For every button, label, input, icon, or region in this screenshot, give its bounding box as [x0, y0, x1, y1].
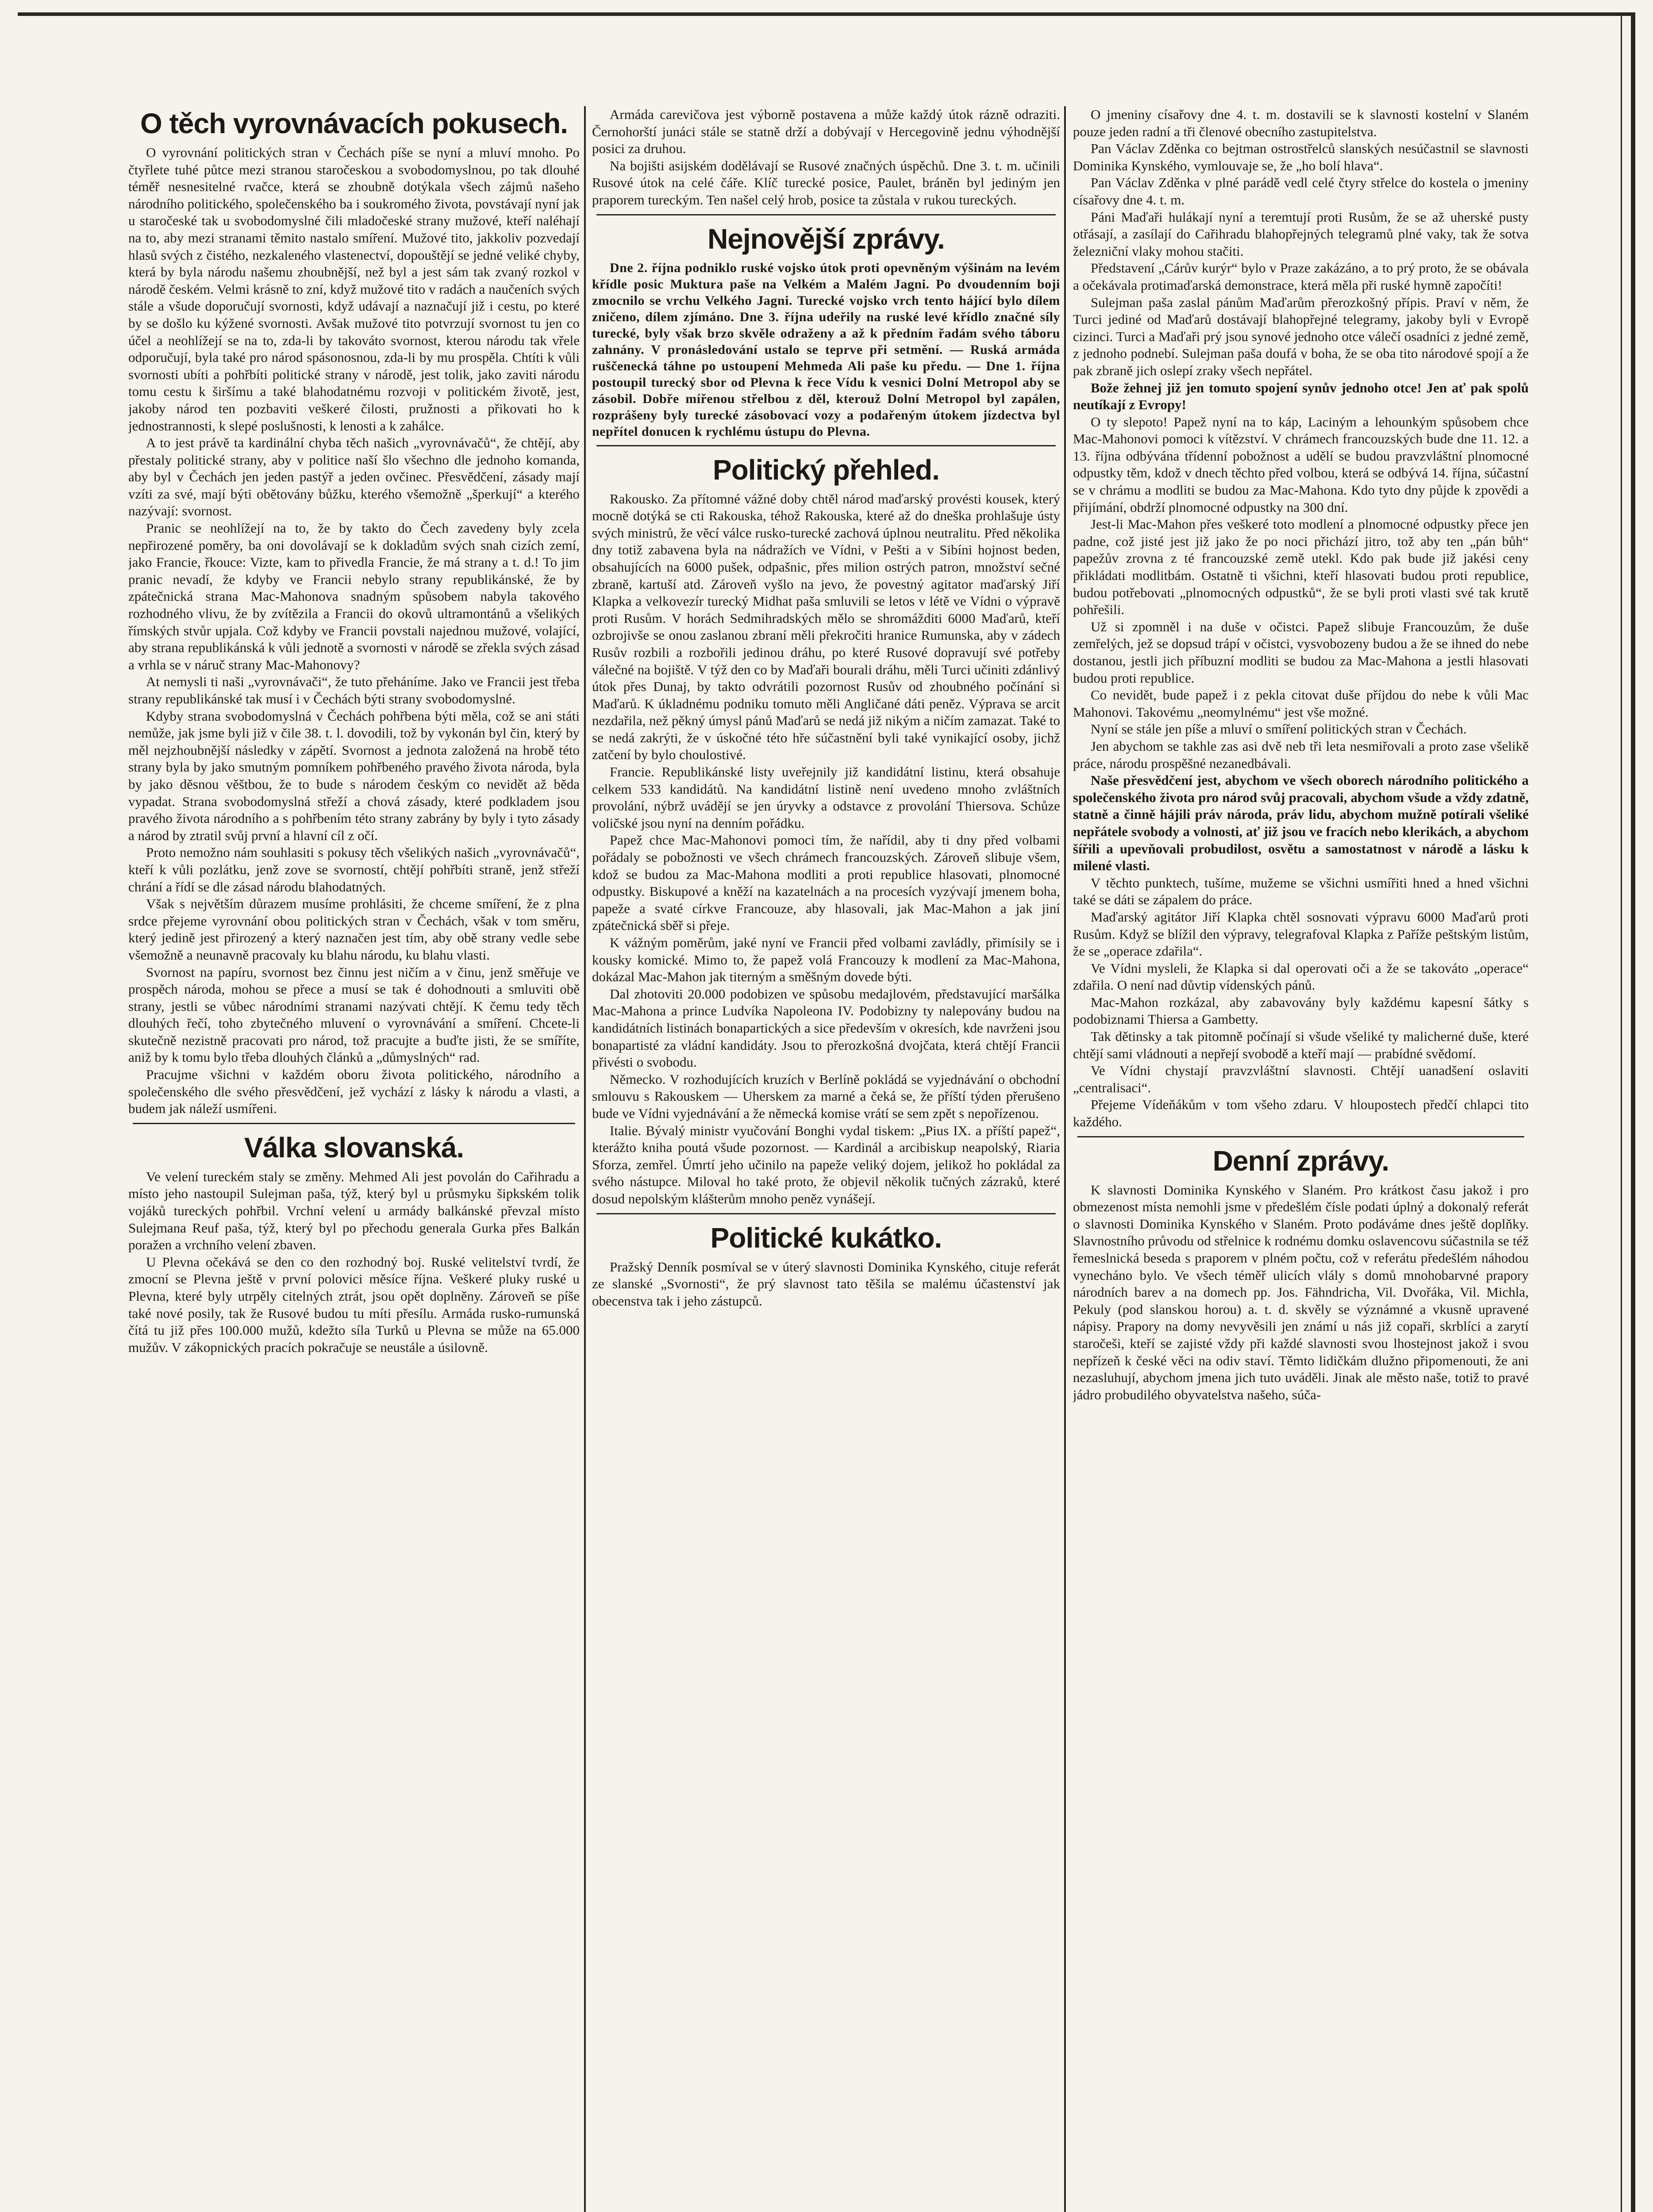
article-paragraph: Naše přesvědčení jest, abychom ve všech oborech národního politického a společenského života pro národ svůj pracovali, abychom všude a vždy zdatně, statně a činně hájili práv národa, práv lidu, abychom mužně potírali všeliké nepřátele svobody a volnosti, ať již jsou ve fracích nebo klerikách, a abychom šířili a upevňovali probudilost, osvětu a samostatnost v národě a lásku k milené vlasti.: [1073, 772, 1529, 874]
page-border-right-inner: [1621, 12, 1622, 2212]
article-paragraph: Německo. V rozhodujících kruzích v Berlíně pokládá se vyjednávání o obchodní smlouvu s Rakouskem — Uherskem za marné a čeká se, že příští týden přerušeno bude ve Vídni vyjednávání a že německá komise vrátí se sem zpět s nepořízenou.: [592, 1071, 1060, 1121]
article-paragraph: Kdyby strana svobodomyslná v Čechách pohřbena býti měla, což se ani státi nemůže, jak jsme byli již v čile 38. t. l. dovodili, tož by vykonán byl čin, který by měl nejzhoubnější následky v zápětí. Svornost a jednota založená na hrobě této strany byla by jako smutným pomníkem pohřbeného pravého života národa, byla by jako děsnou věštbou, že to bude s národem českým co nevidět až běda vypadat. Strana svobodomyslná střeží a chová zásady, které podkladem jsou pravého života národního a s pohřbením této strany zabrány by byly i tyto zásady a národ by ztratil svůj první a hlavní cíl z očí.: [128, 708, 580, 843]
article-paragraph: Francie. Republikánské listy uveřejnily již kandidátní listinu, která obsahuje celkem 533 kandidátů. Na kandidátní listině není uvedeno mnoho zvláštních provolání, nýbrž uvádějí se jen úryvky a odstavce z provolání Thiersova. Schůze voličské jsou nyní na denním pořádku.: [592, 764, 1060, 831]
article-paragraph: Pracujme všichni v každém oboru života politického, národního a společenského dle svého přesvědčení, jež vychází z lásky k národu a vlasti, a budem jak náleží usmířeni.: [128, 1067, 580, 1117]
section-headline: Denní zprávy.: [1212, 1144, 1389, 1177]
column-middle: [592, 106, 1060, 2212]
article-paragraph: Představení „Cárův kurýr“ bylo v Praze zakázáno, a to prý proto, že se obávala a očekávala protimaďarská demonstrace, která měla při ruské hymně započíti!: [1073, 260, 1529, 293]
page-border-top: [18, 12, 1635, 16]
article-paragraph: Jest-li Mac-Mahon přes veškeré toto modlení a plnomocné odpustky přece jen padne, což jisté jest již jako že po noci přichází jitro, tož aby ten „pán bůh“ papežův zrovna z té francouzské země utekl. Kdo pak bude již jakési ceny přikládati modlitbám. Ostatně ti všichni, kteří hlasovati budou proti republice, budou potřebovati „plnomocných odpustků“, že se byli proti vlasti své tak krutě pohřešili.: [1073, 516, 1529, 618]
column-left: [128, 106, 580, 2212]
news-bulletin: Dne 2. října podniklo ruské vojsko útok proti opevněným výšinám na levém křídle posic Muktura paše na Velkém a Malém Jagni. Po dvoudenním boji zmocnilo se vrchu Velkého Jagni. Turecké vojsko vrch tento hájící bylo dílem zničeno, dílem zjímáno. Dne 3. října udeřily na ruské levé křídlo značné síly turecké, byly však brzo skvěle odraženy a až k předním řadám svého táboru zahnány. V pronásledování ustalo se teprve při setmění. — Ruská armáda ruščenecká táhne po ustoupení Mehmeda Ali paše ku předu. — Dne 1. října postoupil turecký sbor od Plevna k řece Vídu k vesnici Dolní Metropol aby se zásobil. Dobře mířenou střelbou z děl, kterouž Dolní Metropol byl zapálen, rozprášeny byly turecké zásobovací vozy a podařeným útokem jízdectva byl nepřítel donucen k rychlému ústupu do Plevna.: [592, 260, 1060, 439]
article-paragraph: Rakousko. Za přítomné vážné doby chtěl národ maďarský provésti kousek, který mocně dotýká se cti Rakouska, téhož Rakouska, které až do dneška prohlašuje ústy svých ministrů, že věcí válce rusko-turecké zachová úplnou neutralitu. Před několika dny totiž zabavena byla na nádražích ve Vídni, v Pešti a v Sibíni hojnost beden, obsahujících na 6000 pušek, odpašnic, přes milion ostrých patron, množství sečné zbraně, kartuší atd. Zároveň vyšlo na jevo, že povestný agitator maďarský Jiří Klapka a velkovezír turecký Midhat paša smluvili se letos v létě ve Vídni o výpravě proti Rusům. V horách Sedmihradských mělo se shromážditi 6000 Maďarů, kteří ozbrojivše se onou zaslanou zbraní měli překročiti hranice Rumunska, aby v zádech Rusův rozbili a rozbořili jedinou dráhu, po které Rusové dopravují své potřeby válečné na bojiště. V týž den co by Maďaři bourali dráhu, měli Turci učiniti zdánlivý útok přes Dunaj, by takto odvrátili pozornost Rusův od zhoubného počínání si Maďarů. K úkladnému podniku tomuto měli Angličané dáti peněz. Výprava se arcit nezdařila, než pěkný úmysl pánů Maďarů se nedá již nikým a ničím zamazat. Také to se nedá zakrýti, že v úskočné této hře súčastnění byli také vynikající osoby, jichž zatčení by bylo choulostivé.: [592, 491, 1060, 763]
section-headline: Nejnovější zprávy.: [707, 223, 945, 255]
article-paragraph: Ve Vídni mysleli, že Klapka si dal operovati oči a že se takováto „operace“ zdařila. O není nad důvtip vídenských pánů.: [1073, 960, 1529, 993]
column-right: [1073, 106, 1529, 2212]
article-paragraph: Bože žehnej již jen tomuto spojení synův jednoho otce! Jen ať pak spolů neutíkají z Evropy!: [1073, 380, 1529, 413]
article-paragraph: Pan Václav Zděnka v plné parádě vedl celé čtyry střelce do kostela o jmeniny císařovy dne 4. t. m.: [1073, 175, 1529, 207]
article-paragraph: Dal zhotoviti 20.000 podobizen ve spůsobu medajlovém, představující maršálka Mac-Mahona a prince Ludvíka Napoleona IV. Podobizny ty nalepovány budou na kandidátních listinách bonapartických a sice především v okresích, kde navrženi jsou bonapartisté za vládní kandidáty. Jsou to přerozkošná dvojčata, která chtějí Francii přivésti o svobodu.: [592, 986, 1060, 1070]
article-paragraph: Ve Vídni chystají pravzvláštní slavnosti. Chtějí uanadšení oslaviti „centralisaci“.: [1073, 1063, 1529, 1095]
page-border-right: [1631, 12, 1635, 2212]
section-headline: Politický přehled.: [713, 453, 939, 486]
article-paragraph: Pranic se neohlížejí na to, že by takto do Čech zavedeny byly zcela nepřirozené poměry, ba oni dovolávají se k dokladům svých snah cizích zemí, jako Francie, řkouce: Vizte, kam to přivedla Francie, že má strany a t. d.! To jim pranic nevadí, že kdyby ve Francii nebylo strany republikánské, že by zpátečnická strana Mac-Mahonova snadným spůsobem nabyla takového rozhodného vlivu, že by zvítězila a Francii do okovů ultramontánů a všelikých římských stvůr upjala. Což kdyby ve Francii povstali najednou mužové, volající, aby strana republikánská k vůli jednotě a svornosti v národě se zřekla svých zásad a vrhla se v náruč strany Mac-Mahonovy?: [128, 520, 580, 672]
article-paragraph: A to jest právě ta kardinální chyba těch našich „vyrovnávačů“, že chtějí, aby přestaly politické strany, aby v politice naší šlo všechno dle jednoho komanda, aby byl v Čechách jen jeden pastýř a jeden ovčinec. Přesvědčení, zásady mají vzíti za své, mají býti obětovány bůžku, kterého všemožně „šperkují“ a kterého nazývají: svornost.: [128, 435, 580, 519]
article-paragraph: Papež chce Mac-Mahonovi pomoci tím, že nařídil, aby ti dny před volbami pořádaly se pobožnosti ve všech chrámech francouzských. Zároveň slibuje všem, kdož se budou za Mac-Mahona modliti a proti republice hlasovati, plnomocné odpustky. Biskupové a kněží na kazatelnách a na procesích vyzývají jmenem boha, papeže a svaté církve Francouze, aby hlasovali, jak Mac-Mahon a jak jiní zpátečnická sběř si přeje.: [592, 832, 1060, 933]
section-rule: [596, 445, 1056, 446]
article-paragraph: O jmeniny císařovy dne 4. t. m. dostavili se k slavnosti kostelní v Slaném pouze jeden radní a tři členové obecního zastupitelstva.: [1073, 107, 1529, 139]
article-paragraph: K vážným poměrům, jaké nyní ve Francii před volbami zavládly, přimísily se i kousky komické. Mimo to, že papež volá Francouzy k modlení za Mac-Mahona, dokázal Mac-Mahon jak titerným a směšným dovede býti.: [592, 935, 1060, 985]
article-paragraph: O ty slepoto! Papež nyní na to káp, Laciným a lehounkým spůsobem chce Mac-Mahonovi pomoci k vítězství. V chrámech francouzských bude dne 11. 12. a 13. října odbývána třídenní pobožnost a udělí se budou pravzvláštní plnomocné odpustky těm, kdož v dnech těchto před volbou, která se odbývá 14. října, súčastní se v chrámu a modliti se budou za Mac-Mahona. Kdo tyto dny půjde k zpovědi a přijímání, obdrží plnomocné odpustky na 300 dní.: [1073, 414, 1529, 515]
article-paragraph: Proto nemožno nám souhlasiti s pokusy těch všelikých našich „vyrovnávačů“, kteří k vůli pozlátku, jenž zove se svorností, chtějí pohřbíti straně, jenž střeží chrání a řídí se dle zásad národu blahodatných.: [128, 845, 580, 895]
section-rule: [133, 1123, 575, 1124]
article-paragraph: Přejeme Vídeňákům v tom všeho zdaru. V hloupostech předčí chlapci tito každého.: [1073, 1097, 1529, 1130]
section-rule: [596, 1213, 1056, 1214]
article-paragraph: Ve velení tureckém staly se změny. Mehmed Ali jest povolán do Cařihradu a místo jeho nastoupil Sulejman paša, týž, který byl u průsmyku šipkském tolik vojáků tureckých pohřbil. Vrchní velení u armády balkánské převzal místo Sulejmana Reuf paša, týž, který byl po přechodu generala Gurka přes Balkán poražen a vrchního velení zbaven.: [128, 1168, 580, 1253]
article-paragraph: O vyrovnání politických stran v Čechách píše se nyní a mluví mnoho. Po čtyřlete tuhé půtce mezi stranou staročeskou a svobodomyslnou, po tak dlouhé téměř nesnesitelné rvačce, která se zhoubně dotýkala všech zájmů našeho národního politického, společenského ba i soukromého života, povstávají nyní jak u staročeské tak u svobodomyslné čili mladočeské strany mužové, kteří naléhají na to, aby mezi stranami těmito nastalo smíření. Mužové tito, jakkoliv pozvedají hlasů svých z čistého, nezkaleného vlastenectví, dopouštějí se jedné veliké chyby, která by byla národu našemu zhoubnější, než byl a jest sám tak zvaný rozkol v národě českém. Velmi krásně to zní, když mužové tito v radách a naučeních svých stále a všude doporučují svornosti, když udávají a naznačují již i cestu, po které by se došlo ku kýžené svornosti. Avšak mužové tito potvrzují svornost tu jen co účel a neohlížejí se na to, zda-li by takováto svornost, kterou národu tak vřele odporučují, byla také pro národ spásonosnou, zda-li by mu prospěla. Chtíti k vůli svornosti ubíti a pohřbíti politické strany v národě, jest tolik, jako zaviti národu tomu cestu k širšímu a také blahodatnému rozvoji v politickém životě, jest, jakoby národ ten pozbaviti veškeré čilosti, pružnosti a přikovati ho k jednostrannosti, k slepé poslušnosti, k lenosti a k zahálce.: [128, 145, 580, 434]
article-paragraph: U Plevna očekává se den co den rozhodný boj. Ruské velitelství tvrdí, že zmocní se Plevna ještě v první polovici měsíce října. Veškeré pluky ruské u Plevna, které byly utrpěly citelných ztrát, jsou opět doplněny. Zároveň se píše také nové posily, tak že Rusové budou tu míti přesílu. Armáda rusko-rumunská čítá tu již přes 100.000 mužů, kdežto síla Turků u Plevna se může na 65.000 mužův. V zákopnických pracích pokračuje se neustále a úsilovně.: [128, 1254, 580, 1355]
article-paragraph: Však s největším důrazem musíme prohlásiti, že chceme smíření, že z plna srdce přejeme vyrovnání obou politických stran v Čechách, však v tom směru, který jedině jest přirozený a který naznačen jest tím, aby obě strany vedle sebe všemožně a neunavně pracovaly ku blahu národu, ku blahu vlasti.: [128, 896, 580, 963]
column-divider: [584, 106, 586, 2212]
article-paragraph: Svornost na papíru, svornost bez činnu jest ničím a v činu, jenž směřuje ve prospěch národa, mohou se přece a musí se tak é dohodnouti a smluviti obě strany, jestli se vůbec národními stranami nazývati chtějí. K čemu tedy těch dlouhých řečí, toho zbytečného mluvení o vyrovnávání a smíření. Chcete-li skutečně nezistně pracovati pro národ, tož pracujte a buďte jisti, že se smíříte, aniž by k tomu bylo třeba dlouhých článků a „důmyslných“ rad.: [128, 964, 580, 1065]
article-paragraph: Maďarský agitátor Jiří Klapka chtěl sosnovati výpravu 6000 Maďarů proti Rusům. Když se blížil den výpravy, telegrafoval Klapka z Paříže peštským listům, že se „operace zdařila“.: [1073, 909, 1529, 959]
article-paragraph: At nemysli ti naši „vyrovnávači“, že tuto přeháníme. Jako ve Francii jest třeba strany republikánské tak musí i v Čechách býti strany svobodomyslné.: [128, 674, 580, 707]
article-paragraph: Jen abychom se takhle zas asi dvě neb tři leta nesmiřovali a proto zase všelikě práce, národu prospěšné nezanedbávali.: [1073, 738, 1529, 771]
article-paragraph: Nyní se stále jen píše a mluví o smíření politických stran v Čechách.: [1091, 721, 1467, 737]
article-headline: O těch vyrovnávacích pokusech.: [140, 108, 568, 139]
article-paragraph: Italie. Bývalý ministr vyučování Bonghi vydal tiskem: „Pius IX. a příští papež“, kterážto kniha poutá všude pozornost. — Kardinál a arcibiskup neapolský, Riaria Sforza, zemřel. Úmrtí jeho učinilo na papeže veliký dojem, jelikož ho pokládal za svého nástupce. Miloval ho také proto, že objevil několik tučných zázraků, které dosud nepolským klášterům mnoho peněz vynášejí.: [592, 1122, 1060, 1206]
section-headline: Politické kukátko.: [710, 1221, 942, 1254]
article-paragraph: V těchto punktech, tušíme, mužeme se všichni usmířiti hned a hned všichni také se dáti se zápalem do práce.: [1073, 875, 1529, 908]
article-paragraph: Pan Václav Zděnka co bejtman ostrostřelců slanských nesúčastnil se slavnosti Dominika Kynského, vymlouvaje se, že „ho bolí hlava“.: [1073, 141, 1529, 173]
article-paragraph: Armáda carevičova jest výborně postavena a může každý útok rázně odraziti. Černohorští junáci stále se statně drží a dobývají v Hercegovině jednu výhodnější posici za druhou.: [592, 107, 1060, 157]
section-rule: [1077, 1136, 1524, 1137]
section-rule: [596, 214, 1056, 215]
article-paragraph: Na bojišti asijském dodělávají se Rusové značných úspěchů. Dne 3. t. m. učinili Rusové útok na celé čáře. Klíč turecké posice, Paulet, bráněn byl jediným jen praporem tureckým. Ten našel celý hrob, posice ta zůstala v rukou tureckých.: [592, 157, 1060, 207]
article-paragraph: Páni Maďaři hulákají nyní a teremtují proti Rusům, že se až uherské pusty otřásají, a zasílají do Cařihradu blahopřejných telegramů plné vaky, tak že sotva železniční vlaky mohou stačiti.: [1073, 209, 1529, 259]
column-divider: [1064, 106, 1066, 2212]
article-paragraph: Už si zpomněl i na duše v očistci. Papež slibuje Francouzům, že duše zemřelých, jež se dopsud trápí v očistci, vysvobozeny budou a že se ihned do nebe dostanou, jestli jich příbuzní modliti se budou za Mac-Mahona a jestli hlasovati budou proti republice.: [1073, 618, 1529, 686]
section-headline: Válka slovanská.: [244, 1131, 464, 1164]
article-paragraph: K slavnosti Dominika Kynského v Slaném. Pro krátkost času jakož i pro obmezenost místa nemohli jsme v předešlém čísle podati úplný a dokonalý referát o slavnosti Dominika Kynského v Slaném. Proto podáváme dnes ještě doplňky. Slavnostního průvodu od střelnice k rodnému domku oslavencovu súčastnila se též řemeslnická beseda s praporem v plném počtu, což v referátu předešlém náhodou vynecháno bylo. Ve všech téměř ulicích vlály s domů mnohobarvné prapory národních barev a na domech pp. Jos. Fähndricha, Vil. Dvořáka, Vil. Michla, Pekuly (pod slanskou horou) a. t. d. skvěly se význámné a vkusně upravené nápisy. Prapory na domy nevyvěsili jen známí u nás již copaři, skrblíci a zarytí staročeši, kteří se zajisté vždy při každé slavnosti svou lhostejnost jakož i svou nepřízeň k české věci na odiv staví. Těmto lidičkám dlužno připomenouti, že ani nezasluhují, abychom jmena jich tuto uváděli. Jinak ale město naše, totiž to pravé jádro probudilého obyvatelstva našeho, súča-: [1073, 1182, 1529, 1402]
article-paragraph: Tak dětinsky a tak pitomně počínají si všude všeliké ty malicherné duše, které chtějí sami vládnouti a nepřejí svobodě a kteří mají — prabídné svědomí.: [1073, 1029, 1529, 1061]
article-paragraph: Co nevidět, bude papež i z pekla citovat duše příjdou do nebe k vůli Mac Mahonovi. Takovému „neomylnému“ jest vše možné.: [1073, 687, 1529, 720]
article-paragraph: Pražský Denník posmíval se v úterý slavnosti Dominika Kynského, cituje referát ze slanské „Svornosti“, že prý slavnost tato těšila se malému účastenství jak obecenstva tak i jeho zástupců.: [592, 1259, 1060, 1309]
article-paragraph: Sulejman paša zaslal pánům Maďarům přerozkošný přípis. Praví v něm, že Turci jediné od Maďarů dostávají blahopřejné telegramy, jakoby byli v Evropě cizinci. Turci a Maďaři prý jsou synové jednoho otce válečí osadníci z jedné země, z jednoho podnebí. Sulejman paša doufá v boha, že se oba tito národové spojí a že pak zbraně jich oslepí zraky všech nepřátel.: [1073, 294, 1529, 378]
article-paragraph: Mac-Mahon rozkázal, aby zabavovány byly každému kapesní šátky s podobiznami Thiersa a Gambetty.: [1073, 994, 1529, 1027]
